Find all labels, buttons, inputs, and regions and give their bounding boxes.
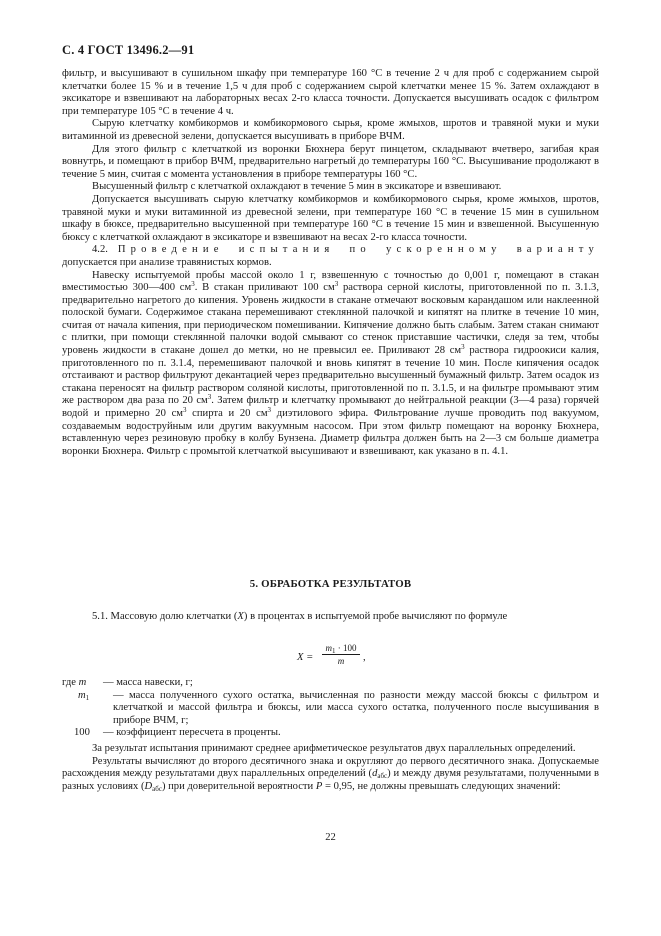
subscript: 1	[332, 647, 336, 655]
formula-numerator	[322, 643, 360, 653]
superscript: 3	[207, 393, 212, 402]
variable-m1: m	[78, 689, 86, 701]
fraction-bar	[322, 654, 360, 655]
paragraph: Сырую клетчатку комбикормов и комбикормового сырья, кроме жмыхов, шротов и травяной муки и муки витаминной из древесной зелени, допускается высушивать в приборе ВЧМ.	[62, 118, 599, 142]
running-header: С. 4 ГОСТ 13496.2—91	[62, 43, 195, 57]
variable-m: m	[78, 677, 87, 688]
paragraph: Для этого фильтр с клетчаткой из воронки Бюхнера берут пинцетом, складывают вчетверо, загибая края вовнутрь, и помещают в прибор ВЧМ, предварительно нагретый до температуры 160 °С. Высушивание продолжают в течение 5 мин, считая с момента установления в приборе температуры 160 °С.	[62, 143, 599, 180]
variable-definitions	[62, 677, 599, 740]
variable-d: d	[372, 768, 378, 780]
text-run: Навеску испытуемой пробы массой около 1 г, взвешенную с точностью до 0,001 г, помещают в стакан вместимостью 300—400 см	[62, 269, 599, 294]
variable-x: X	[237, 611, 244, 622]
formula-comma: ,	[363, 652, 366, 663]
definition-symbol	[78, 690, 89, 703]
superscript: 3	[191, 280, 195, 289]
clause-5-1	[92, 611, 602, 622]
paragraph: За результат испытания принимают среднее арифметическое результатов двух параллельных определений.	[92, 743, 576, 754]
superscript: 3	[182, 406, 187, 415]
paragraph: Допускается высушивать сырую клетчатку комбикормов и комбикормового сырья, кроме жмыхов, шротов, травяной муки и муки витаминной из древесной зелени, при температуре 160 °С в течение 15 мин в сушильном шкафу в бюксе, предварительно высушенной при температуре 160 °С в течение 15 мин и взвешенной. Высушенную бюксу с клетчаткой охлаждают в эксикаторе и взвешивают на весах 2-го класса точности.	[62, 193, 599, 243]
superscript: 3	[461, 343, 465, 352]
text-run: диэтилового эфира. Фильтрование лучше проводить под вакуумом, создаваемым водоструйным или другим вакуумным насосом. При этом фильтр помещают на воронку Бюхнера, вставленную через резиновую пробку в колбу Бунзена. Диаметр фильтра должен быть на 2—3 см больше диаметра воронки Бюхнера. Фильтр с промытой клетчаткой высушивают и взвешивают, как указано в п. 4.1.	[62, 408, 599, 457]
paragraph: фильтр, и высушивают в сушильном шкафу при температуре 160 °С в течение 2 ч для проб с содержанием сырой клетчатки более 15 % и в течение 1,5 ч для проб с содержанием сырой клетчатки менее 15 %. Затем охлаждают в эксикаторе и взвешивают на лабораторных весах 2-го класса точности. Допускается высушивать осадок с фильтром при температуре 105 °С в течение 4 ч.	[62, 68, 599, 117]
subscript: 1	[85, 693, 90, 702]
clause-4-2-text	[62, 270, 599, 459]
subscript: абс	[152, 784, 162, 793]
text-run: ) в процентах в испытуемой пробе вычисляют по формуле	[243, 611, 508, 622]
definition-symbol: 100	[74, 727, 90, 739]
definition-item	[62, 690, 599, 728]
variable-D: D	[144, 780, 153, 792]
text-run: Результаты вычисляют до второго десятичного знака и округляют до первого десятичного знака. Допускаемые расхождения между результатами двух параллельных определений (	[62, 755, 599, 780]
text-run: = 0,95, не должны превышать следующих значений:	[322, 780, 561, 792]
text-run: ) при доверительной вероятности	[161, 780, 316, 792]
definition-item	[62, 727, 599, 740]
page-number: 22	[325, 832, 336, 843]
paragraph	[62, 756, 599, 794]
superscript: 3	[267, 406, 272, 415]
body-text	[62, 68, 599, 458]
text-run: . Затем фильтр и клетчатку промывают до нейтральной реакции (3—4 раза) горячей водой и примерно 20 см	[62, 395, 599, 420]
variable-m1: m	[325, 643, 332, 653]
clause-title: Проведение испытания по ускоренному варианту	[117, 244, 599, 256]
text-run: 5.1. Массовую долю клетчатки (	[92, 611, 238, 622]
formula-lhs: X =	[297, 652, 314, 663]
text-run: . В стакан приливают 100 см	[194, 282, 335, 294]
definition-text: — масса полученного сухого остатка, вычисленная по разности между массой бюксы с фильтром и клетчаткой и массой фильтра и бюксы, или масса сухого остатка, полученного после высушивания в приборе ВЧМ, г;	[113, 689, 599, 726]
text-run: спирта и 20 см	[186, 408, 268, 420]
text-run: · 100	[335, 643, 357, 653]
formula-fraction	[322, 643, 360, 666]
section-heading: 5. ОБРАБОТКА РЕЗУЛЬТАТОВ	[249, 578, 412, 590]
definition-text: — масса навески, г;	[103, 677, 193, 688]
definition-item	[62, 677, 599, 690]
text-run: раствора гидроокиси калия, приготовленного по п. 3.1.4, перемешивают палочкой и вновь кипятят в течение 10 мин. После кипячения осадок отстаивают и раствор фильтруют декантацией через предварительно высушенный бумажный фильтр. Затем осадок из стакана переносят на фильтр раствором соляной кислоты, приготовленной по п. 3.1.5, и на фильтре промывают этим же раствором два раза по 20 см	[62, 345, 599, 407]
text-run: где	[62, 677, 79, 688]
definition-text: — коэффициент пересчета в проценты.	[103, 727, 281, 739]
clause-number: 4.2.	[92, 244, 108, 256]
clause-continuation: допускается при анализе травянистых кормов.	[62, 256, 272, 268]
variable-P: P	[315, 780, 323, 792]
text-run: ) и между двумя результатами, полученными в разных условиях (	[62, 768, 599, 792]
paragraph: Высушенный фильтр с клетчаткой охлаждают в течение 5 мин в эксикаторе и взвешивают.	[92, 181, 502, 193]
results-text	[62, 743, 599, 793]
subscript: абс	[377, 772, 388, 781]
clause-4-2-heading	[62, 244, 599, 269]
superscript: 3	[334, 280, 339, 289]
text-run: раствора серной кислоты, приготовленной по п. 3.1.3, предварительно нагретого до кипения. Уровень жидкости в стакане отмечают восковым карандашом или наклеенной полоской бумаги. Содержимое стакана перемешивают стеклянной палочкой и кипятят на плитке в течение 10 мин, считая от начала кипения, при периодическом помешивании. Кипячение должно быть слабым. Затем стакан снимают с плитки, при помощи стеклянной палочки водой смывают со стенок приставшие частички, следя за тем, чтобы уровень жидкости в стакане дошел до метки, но не превысил ее. Приливают 28 см	[62, 282, 599, 357]
definition-symbol	[62, 677, 86, 690]
formula-denominator: m	[337, 656, 345, 666]
